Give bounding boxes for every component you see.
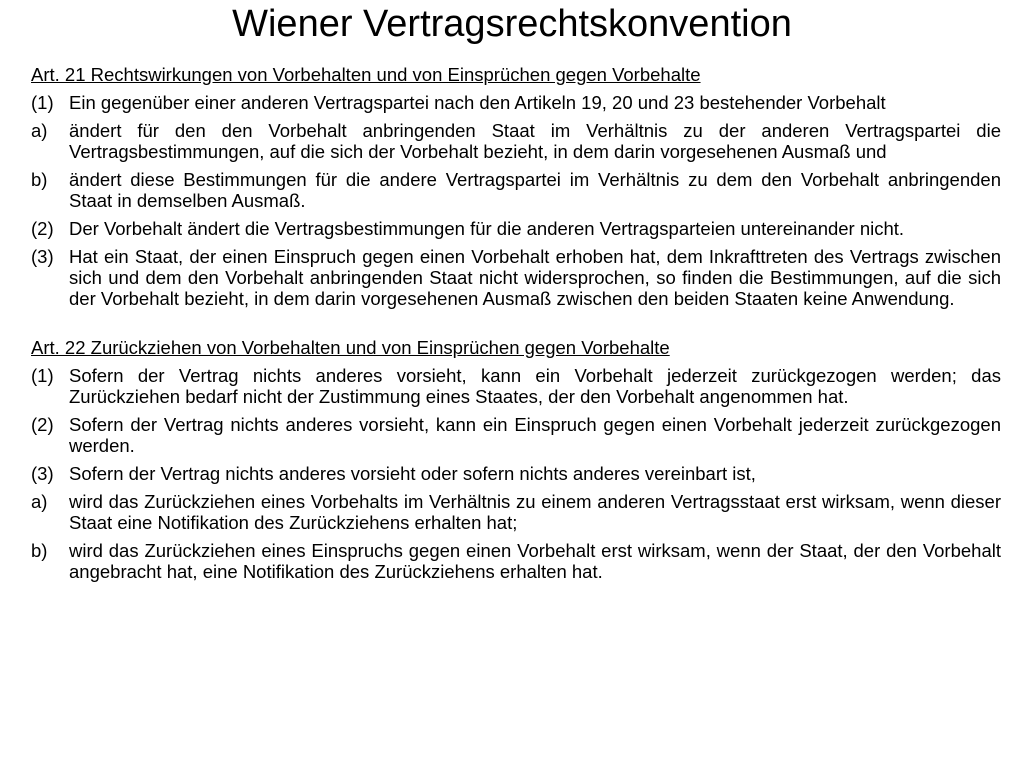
item-text: Ein gegenüber einer anderen Vertragspartei nach den Artikeln 19, 20 und 23 bestehender Vorbehalt (69, 92, 886, 113)
paragraph-item (31, 169, 1001, 211)
paragraph-item (31, 120, 1001, 162)
paragraph-item (31, 218, 1001, 239)
item-marker: (3) (31, 246, 54, 267)
paragraph-item (31, 540, 1001, 582)
item-text: wird das Zurückziehen eines Vorbehalts im Verhältnis zu einem anderen Vertragsstaat erst wirksam, wenn dieser Staat eine Notifikation des Zurückziehens erhalten hat; (69, 491, 1001, 533)
paragraph-item (31, 414, 1001, 456)
article-spacer (31, 316, 1001, 337)
item-text: wird das Zurückziehen eines Einspruchs gegen einen Vorbehalt erst wirksam, wenn der Staat, der den Vorbehalt angebracht hat, eine Notifikation des Zurückziehens erhalten hat. (69, 540, 1001, 582)
page-title: Wiener Vertragsrechtskonvention (232, 3, 792, 45)
paragraph-item (31, 92, 1001, 113)
item-marker: (1) (31, 365, 54, 386)
item-marker: a) (31, 491, 48, 512)
item-text: ändert diese Bestimmungen für die andere Vertragspartei im Verhältnis zu dem den Vorbehalt anbringenden Staat in demselben Ausmaß. (69, 169, 1001, 211)
item-text: Hat ein Staat, der einen Einspruch gegen einen Vorbehalt erhoben hat, dem Inkrafttreten des Vertrags zwischen sich und dem den Vorbehalt anbringenden Staat nicht widersprochen, so finden die Bestimmungen, auf die sich der Vorbehalt bezieht, in dem darin vorgesehenen Ausmaß zwischen den beiden Staaten keine Anwendung. (69, 246, 1001, 309)
document-body (31, 64, 1001, 589)
article-21 (31, 64, 1001, 309)
item-text: Der Vorbehalt ändert die Vertragsbestimmungen für die anderen Vertragsparteien untereinander nicht. (69, 218, 905, 239)
item-marker: b) (31, 540, 48, 561)
item-marker: (1) (31, 92, 54, 113)
article-22 (31, 337, 1001, 582)
item-text: Sofern der Vertrag nichts anderes vorsieht oder sofern nichts anderes vereinbart ist, (69, 463, 756, 484)
item-marker: a) (31, 120, 48, 141)
paragraph-item (31, 463, 1001, 484)
item-marker: (3) (31, 463, 54, 484)
item-marker: b) (31, 169, 48, 190)
article-heading: Art. 21 Rechtswirkungen von Vorbehalten und von Einsprüchen gegen Vorbehalte (31, 64, 701, 85)
item-marker: (2) (31, 414, 54, 435)
paragraph-item (31, 365, 1001, 407)
paragraph-item (31, 491, 1001, 533)
item-text: Sofern der Vertrag nichts anderes vorsieht, kann ein Vorbehalt jederzeit zurückgezogen werden; das Zurückziehen bedarf nicht der Zustimmung eines Staates, der den Vorbehalt angenommen hat. (69, 365, 1001, 407)
paragraph-item (31, 246, 1001, 309)
item-text: Sofern der Vertrag nichts anderes vorsieht, kann ein Einspruch gegen einen Vorbehalt jederzeit zurückgezogen werden. (69, 414, 1001, 456)
article-heading: Art. 22 Zurückziehen von Vorbehalten und von Einsprüchen gegen Vorbehalte (31, 337, 670, 358)
item-text: ändert für den den Vorbehalt anbringenden Staat im Verhältnis zu der anderen Vertragspartei die Vertragsbestimmungen, auf die sich der Vorbehalt bezieht, in dem darin vorgesehenen Ausmaß und (69, 120, 1001, 162)
item-marker: (2) (31, 218, 54, 239)
